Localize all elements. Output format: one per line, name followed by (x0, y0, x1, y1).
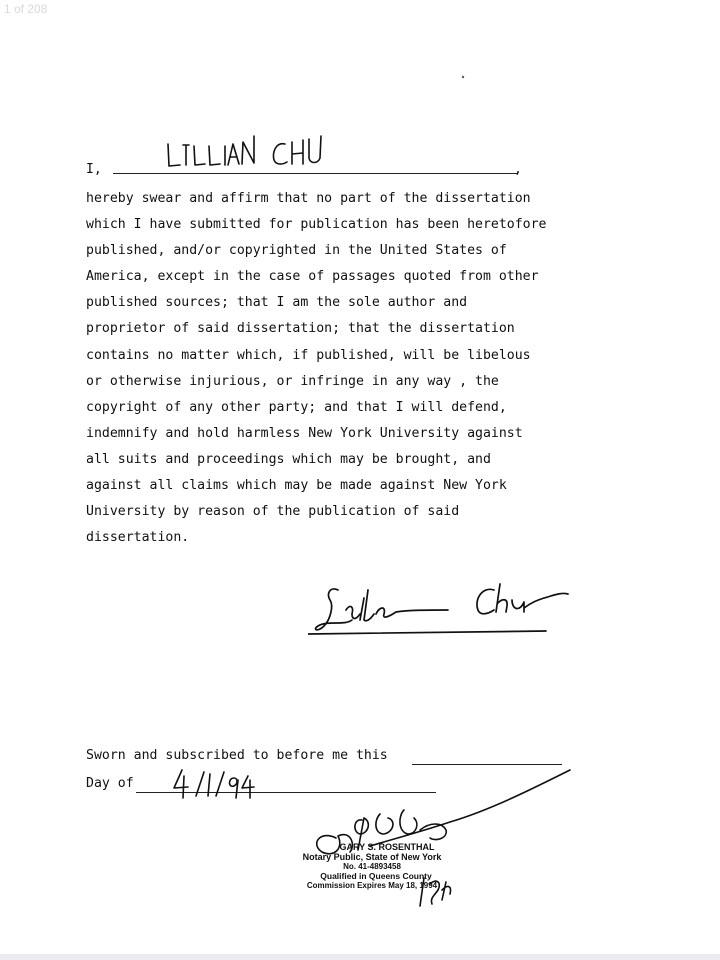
notary-title: Notary Public, State of New York (302, 851, 442, 862)
handwritten-name (164, 130, 334, 174)
notary-number: No. 41-4893458 (343, 862, 401, 871)
paragraph-line: against all claims which may be made against New York (86, 478, 507, 494)
notary-county: Qualified in Queens County (320, 870, 432, 881)
scan-speck (462, 76, 465, 79)
paragraph-line: published, and/or copyrighted in the United States of (86, 243, 507, 259)
paragraph-line: hereby swear and affirm that no part of the dissertation (86, 191, 531, 206)
handwritten-date (168, 766, 258, 806)
sworn-statement: Sworn and subscribed to before me this (86, 748, 388, 763)
paragraph-line: dissertation. (86, 530, 190, 546)
day-of-label: Day of (86, 776, 134, 791)
notary-name: GARY S. ROSENTHAL (339, 842, 435, 852)
paragraph-line: America, except in the case of passages quoted from other (86, 269, 539, 285)
page-indicator: 1 of 208 (4, 2, 48, 16)
author-signature (308, 576, 578, 640)
paragraph-line: proprietor of said dissertation; that the dissertation (86, 321, 515, 337)
paragraph-line: or otherwise injurious, or infringe in any way , the (86, 373, 499, 389)
paragraph-line: indemnify and hold harmless New York University against (86, 425, 523, 441)
paragraph-line: contains no matter which, if published, will be libelous (86, 347, 531, 363)
notary-stamp (282, 843, 462, 891)
paragraph-line: all suits and proceedings which may be brought, and (86, 451, 491, 467)
viewer-bottom-band (0, 954, 720, 960)
notary-commission-expiry: Commission Expires May 18, 1994 (306, 881, 438, 890)
oath-pronoun: I, (86, 162, 102, 177)
name-comma: , (514, 162, 522, 177)
paragraph-line: published sources; that I am the sole author and (86, 295, 468, 311)
paragraph-line: University by reason of the publication of said (86, 504, 460, 520)
paragraph-line: copyright of any other party; and that I will defend, (86, 399, 507, 415)
paragraph-line: which I have submitted for publication has been heretofore (86, 217, 547, 233)
affirmation-paragraph (86, 186, 606, 551)
